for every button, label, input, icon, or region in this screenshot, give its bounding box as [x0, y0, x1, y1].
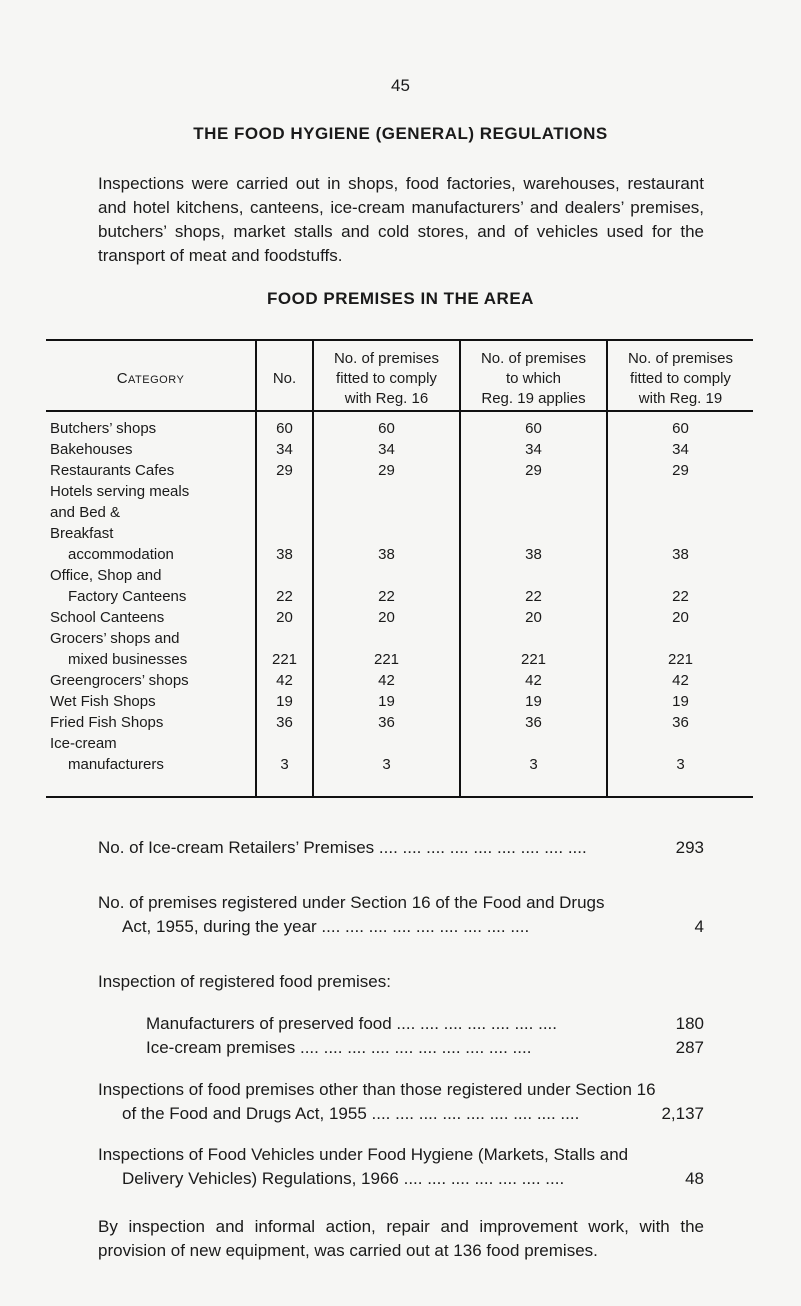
preserved-value: 180	[675, 1014, 704, 1033]
table-row	[46, 460, 753, 481]
category-cell: Greengrocers’ shops	[50, 672, 189, 689]
vehicles-stat: Inspections of Food Vehicles under Food Hygiene (Markets, Stalls and Delivery Vehicles) Regulations, 1966 .... .... .... .... .... .... .... 48	[98, 1143, 704, 1191]
value-cell: 20	[460, 607, 607, 628]
page-number: 45	[391, 76, 410, 95]
value-cell: 22	[460, 565, 607, 607]
intro-paragraph: Inspections were carried out in shops, food factories, warehouses, restaurant and hotel kitchens, canteens, ice-cream manufacturers’ and dealers’ premises, butchers’ shops, market stalls and cold stores, and of vehicles used for the transport of meat and foodstuffs.	[98, 174, 704, 265]
icecream-value: 287	[675, 1038, 704, 1057]
value-cell: 60	[313, 411, 460, 439]
category-cell: Ice-cream manufacturers	[50, 735, 164, 773]
value-cell: 3	[607, 733, 753, 797]
value-cell: 22	[607, 565, 753, 607]
value-cell: 29	[460, 460, 607, 481]
category-cell: Office, Shop and Factory Canteens	[50, 567, 187, 605]
value-cell: 20	[313, 607, 460, 628]
value-cell: 38	[607, 481, 753, 565]
value-cell: 19	[256, 691, 313, 712]
value-cell: 19	[607, 691, 753, 712]
value-cell: 38	[313, 481, 460, 565]
value-cell: 60	[256, 411, 313, 439]
value-cell: 221	[460, 628, 607, 670]
value-cell: 3	[256, 733, 313, 797]
value-cell: 22	[256, 565, 313, 607]
value-cell: 20	[607, 607, 753, 628]
table-row	[46, 733, 753, 797]
value-cell: 221	[607, 628, 753, 670]
table-row	[46, 481, 753, 565]
value-cell: 36	[256, 712, 313, 733]
category-cell: Wet Fish Shops	[50, 693, 156, 710]
value-cell: 60	[460, 411, 607, 439]
header-reg19-comply: No. of premises fitted to comply with Reg. 19	[607, 340, 753, 411]
value-cell: 3	[313, 733, 460, 797]
table-row	[46, 565, 753, 607]
category-cell: School Canteens	[50, 609, 165, 626]
table-title: FOOD PREMISES IN THE AREA	[267, 289, 534, 308]
value-cell: 19	[313, 691, 460, 712]
value-cell: 42	[256, 670, 313, 691]
header-reg16: No. of premises fitted to comply with Reg. 16	[313, 340, 460, 411]
table-row	[46, 712, 753, 733]
retailers-stat: No. of Ice-cream Retailers’ Premises .... .... .... .... .... .... .... .... .... 293	[98, 836, 704, 860]
category-cell: Hotels serving meals and Bed & Breakfast accommodation	[50, 483, 190, 563]
table-row	[46, 628, 753, 670]
value-cell: 221	[313, 628, 460, 670]
closing-paragraph: By inspection and informal action, repair and improvement work, with the provision of new equipment, was carried out at 136 food premises.	[98, 1217, 704, 1260]
value-cell: 36	[313, 712, 460, 733]
header-category: Category	[46, 340, 256, 411]
registered-value: 4	[694, 917, 704, 936]
value-cell: 42	[460, 670, 607, 691]
value-cell: 29	[607, 460, 753, 481]
value-cell: 34	[460, 439, 607, 460]
value-cell: 22	[313, 565, 460, 607]
value-cell: 3	[460, 733, 607, 797]
category-cell: Grocers’ shops and mixed businesses	[50, 630, 188, 668]
category-cell: Fried Fish Shops	[50, 714, 164, 731]
value-cell: 38	[460, 481, 607, 565]
inspection-heading: Inspection of registered food premises:	[98, 972, 391, 991]
retailers-value: 293	[675, 838, 704, 857]
value-cell: 42	[607, 670, 753, 691]
other-inspections-stat: Inspections of food premises other than those registered under Section 16 of the Food and Drugs Act, 1955 .... .... .... .... .... .... .... .... .... 2,137	[98, 1078, 704, 1126]
registered-stat: No. of premises registered under Section 16 of the Food and Drugs Act, 1955, during the year .... .... .... .... .... .... .... .... .... 4	[98, 891, 704, 939]
value-cell: 34	[256, 439, 313, 460]
value-cell: 221	[256, 628, 313, 670]
vehicles-value: 48	[685, 1169, 704, 1188]
value-cell: 34	[607, 439, 753, 460]
table-row	[46, 439, 753, 460]
category-cell: Bakehouses	[50, 441, 133, 458]
header-no: No.	[256, 340, 313, 411]
table-row	[46, 691, 753, 712]
category-cell: Restaurants Cafes	[50, 462, 175, 479]
category-cell: Butchers’ shops	[50, 420, 157, 437]
value-cell: 29	[256, 460, 313, 481]
value-cell: 42	[313, 670, 460, 691]
value-cell: 34	[313, 439, 460, 460]
page-title: THE FOOD HYGIENE (GENERAL) REGULATIONS	[193, 124, 608, 143]
table-header-row	[46, 340, 753, 411]
value-cell: 38	[256, 481, 313, 565]
value-cell: 29	[313, 460, 460, 481]
preserved-stat: Manufacturers of preserved food .... .... .... .... .... .... .... 180 Ice-cream premises .... .... .... .... .... .... .... .... .... .... 287	[98, 1012, 704, 1060]
table-row	[46, 411, 753, 439]
food-premises-table	[46, 339, 753, 798]
other-value: 2,137	[661, 1104, 704, 1123]
table-row	[46, 670, 753, 691]
table-row	[46, 607, 753, 628]
header-reg19-applies: No. of premises to which Reg. 19 applies	[460, 340, 607, 411]
value-cell: 60	[607, 411, 753, 439]
value-cell: 36	[607, 712, 753, 733]
value-cell: 19	[460, 691, 607, 712]
value-cell: 36	[460, 712, 607, 733]
value-cell: 20	[256, 607, 313, 628]
